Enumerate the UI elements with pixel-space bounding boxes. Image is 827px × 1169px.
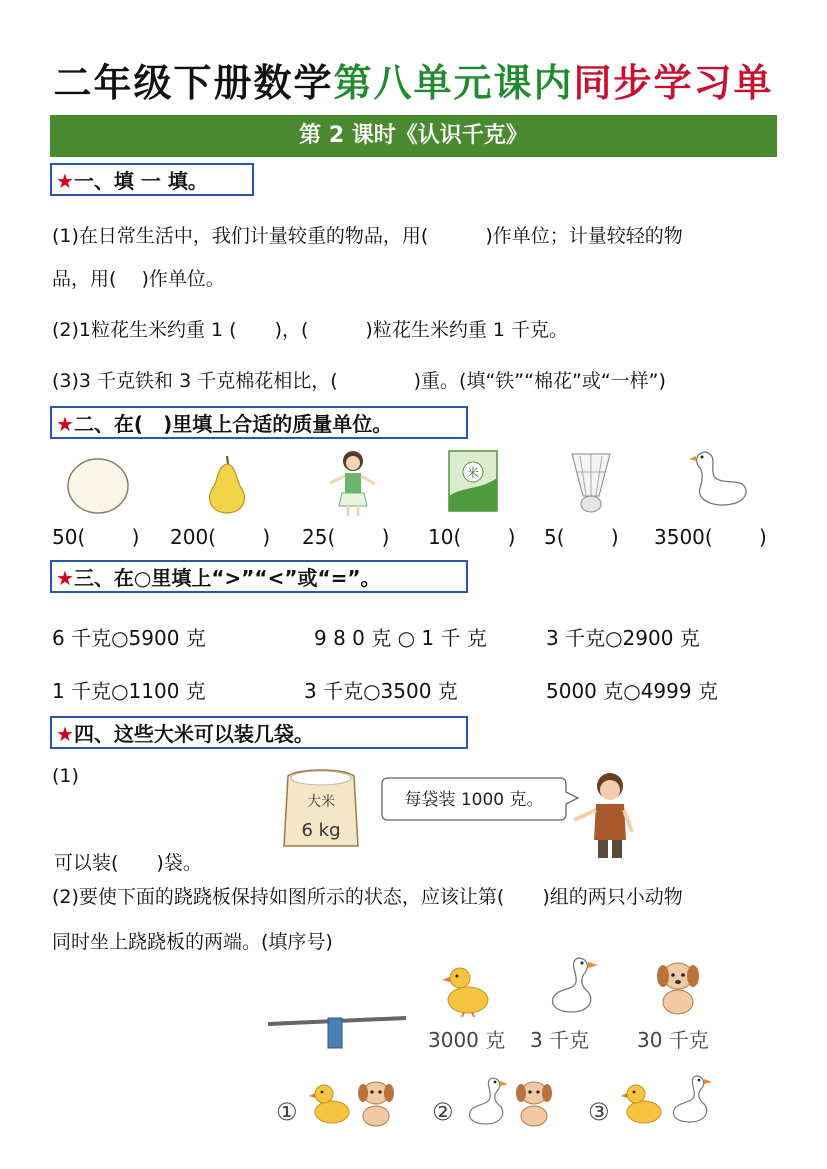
option-3-label: ③: [588, 1098, 610, 1126]
egg-icon: [66, 456, 132, 516]
title-part-2: 第八单元课内: [333, 61, 574, 105]
section-4-heading-text: 四、这些大米可以装几袋。: [73, 722, 314, 746]
goose-icon: [462, 1074, 510, 1130]
question-4-2-line-1: (2)要使下面的跷跷板保持如图所示的状态，应该让第( )组的两只小动物: [52, 886, 683, 908]
rice-bag-icon: [446, 448, 502, 514]
option-1-label: ①: [276, 1098, 298, 1126]
weight-label-duck: 3000 克: [428, 1028, 506, 1052]
compare-item: 3 千克○3500 克: [304, 679, 458, 703]
page-title: [0, 52, 827, 107]
section-3-heading: [50, 560, 468, 593]
section-2-heading-text: 二、在( )里填上合适的质量单位。: [73, 412, 393, 436]
compare-item: 1 千克○1100 克: [52, 679, 206, 703]
question-4-2-line-2: 同时坐上跷跷板的两端。(填序号): [52, 931, 333, 953]
unit-blank-shuttlecock: 5( ): [544, 525, 619, 549]
shuttlecock-icon: [566, 448, 616, 514]
rice-bag-label: 米: [466, 466, 480, 480]
section-4-heading: [50, 716, 468, 749]
question-4-1-number: (1): [52, 765, 79, 787]
weight-label-goose: 3 千克: [530, 1028, 590, 1052]
compare-item: 9 8 0 克 ○ 1 千 克: [314, 626, 487, 650]
question-1-1-line-2: 品，用( )作单位。: [52, 268, 225, 290]
question-4-1-answer: 可以装( )袋。: [54, 852, 202, 874]
unit-blank-girl: 25( ): [302, 525, 390, 549]
speech-text: 每袋装 1000 克。: [404, 790, 544, 810]
weight-label-puppy: 30 千克: [637, 1028, 709, 1052]
rice-sack-label: 大米: [307, 794, 335, 810]
option-2-label: ②: [432, 1098, 454, 1126]
lesson-title-bar: 第 2 课时《认识千克》: [50, 115, 777, 157]
puppy-icon: [354, 1078, 398, 1128]
seesaw-icon: [266, 1006, 410, 1050]
duck-icon: [440, 964, 492, 1018]
section-2-heading: [50, 406, 468, 439]
goose-icon: [666, 1072, 716, 1128]
title-part-1: 二年级下册数学: [53, 61, 334, 105]
compare-item: 5000 克○4999 克: [546, 679, 718, 703]
rice-sack-icon: [278, 766, 364, 852]
unit-blank-goose: 3500( ): [654, 525, 767, 549]
rice-sack-weight: 6 kg: [301, 820, 341, 841]
question-1-1-line-1: (1)在日常生活中，我们计量较重的物品，用( )作单位；计量较轻的物: [52, 225, 683, 247]
question-1-2: (2)1粒花生米约重 1 ( )，( )粒花生米约重 1 千克。: [52, 319, 568, 341]
pear-icon: [198, 452, 256, 516]
boy-icon: [570, 770, 640, 862]
star-icon: ★: [56, 169, 74, 193]
duck-icon: [308, 1082, 352, 1128]
goose-icon: [688, 446, 752, 514]
unit-blank-pear: 200( ): [170, 525, 271, 549]
girl-icon: [320, 448, 386, 518]
star-icon: ★: [56, 566, 74, 590]
section-1-heading-text: 一、填 一 填。: [73, 169, 208, 193]
title-part-3: 同步学习单: [573, 61, 774, 105]
puppy-icon: [652, 958, 704, 1016]
question-1-3: (3)3 千克铁和 3 千克棉花相比，( )重。(填“铁”“棉花”或“一样”): [52, 370, 666, 392]
compare-item: 6 千克○5900 克: [52, 626, 206, 650]
unit-blank-rice: 10( ): [428, 525, 516, 549]
speech-bubble: [380, 776, 580, 824]
section-1-heading: [50, 163, 254, 196]
star-icon: ★: [56, 412, 74, 436]
section-3-heading-text: 三、在○里填上“>”“<”或“=”。: [73, 566, 381, 590]
duck-icon: [620, 1082, 664, 1128]
unit-blank-egg: 50( ): [52, 525, 140, 549]
compare-item: 3 千克○2900 克: [546, 626, 700, 650]
star-icon: ★: [56, 722, 74, 746]
puppy-icon: [512, 1078, 556, 1128]
goose-icon: [544, 954, 600, 1016]
